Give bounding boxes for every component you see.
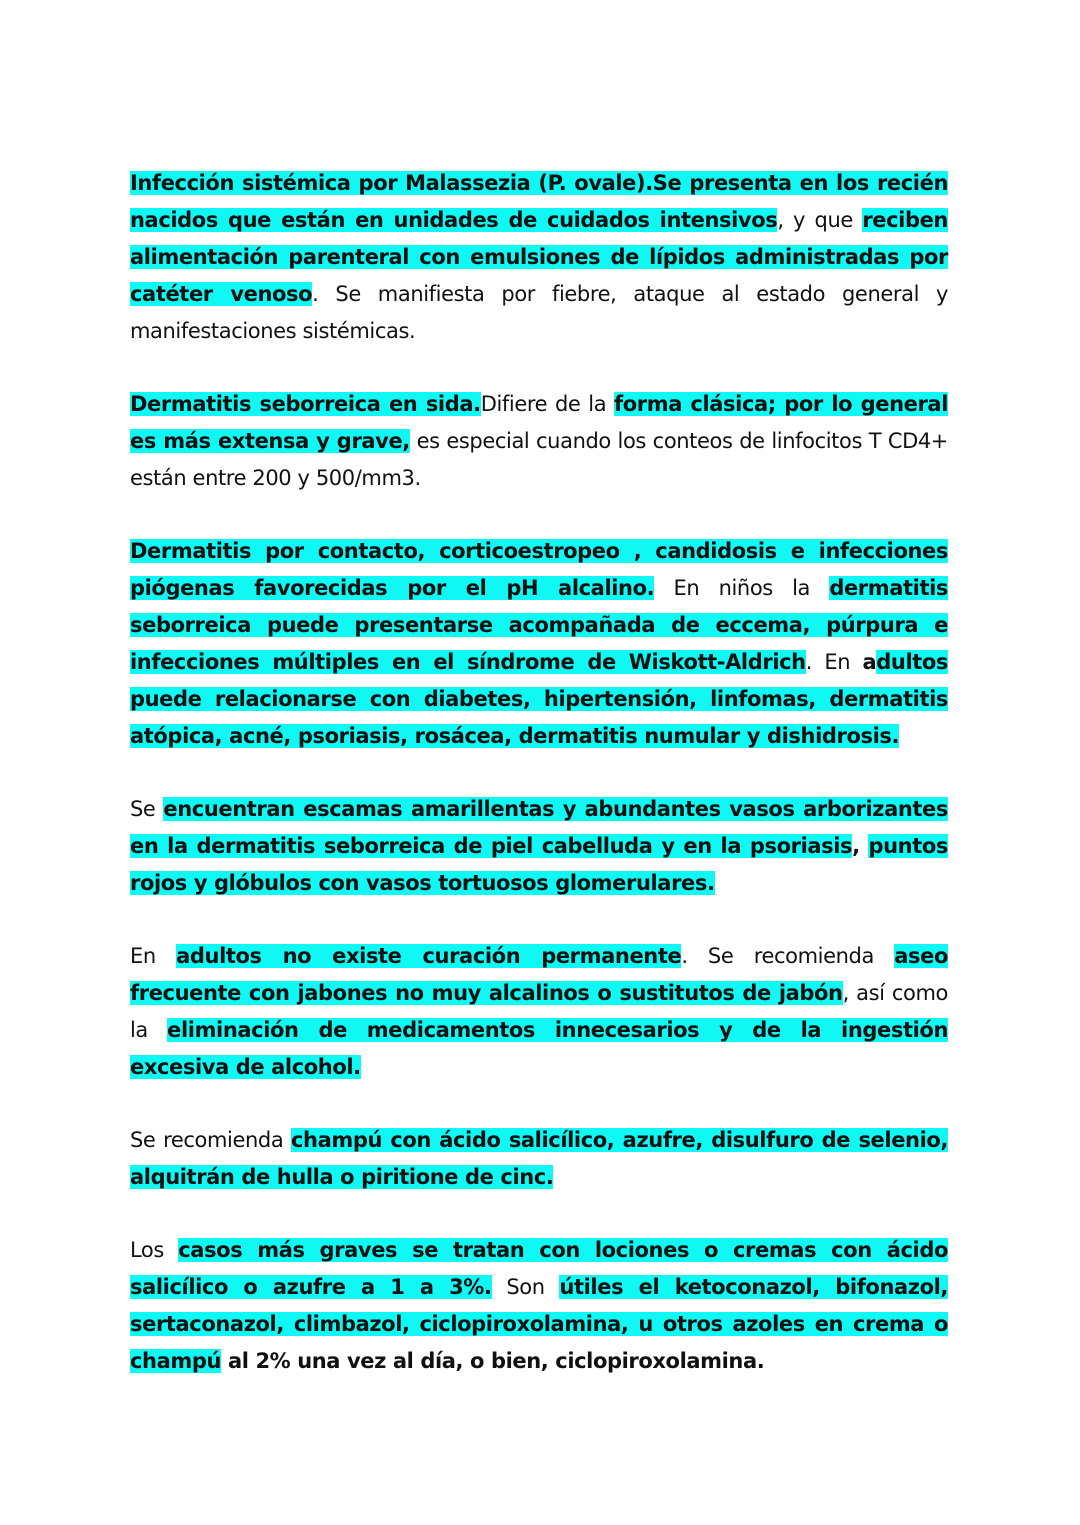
highlighted-text: aseo frecuente con jabones no muy alcalinos o sustitutos de jabón <box>130 944 949 1005</box>
highlighted-text: puntos rojos y glóbulos con vasos tortuosos glomerulares. <box>130 834 948 895</box>
body-text: Difiere de la <box>480 392 614 416</box>
paragraph-malassezia-infection <box>130 165 948 350</box>
bold-text: al 2% una vez al día, o bien, ciclopiroxolamina. <box>221 1349 765 1373</box>
bold-text: a <box>862 650 877 674</box>
body-text: En <box>130 944 177 968</box>
body-text: , así como la <box>130 981 948 1042</box>
highlighted-text: útiles el ketoconazol, bifonazol, sertaconazol, climbazol, ciclopiroxolamina, u otros azoles en crema o champú <box>130 1275 949 1373</box>
body-text: En niños la <box>654 576 830 600</box>
highlighted-text: eliminación de medicamentos innecesarios y de la ingestión excesiva de alcohol. <box>130 1018 948 1079</box>
highlighted-text: adultos no existe curación permanente <box>176 944 682 968</box>
document-page <box>130 165 948 1416</box>
highlighted-text: Infección sistémica por Malassezia (P. ovale).Se presenta en los recién nacidos que están en unidades de cuidados intensivos <box>130 171 948 232</box>
highlighted-text: champú con ácido salicílico, azufre, disulfuro de selenio, alquitrán de hulla o piritione de cinc. <box>130 1128 948 1189</box>
paragraph-complications <box>130 533 948 755</box>
body-text: Los <box>130 1238 179 1262</box>
paragraph-shampoo <box>130 1122 948 1196</box>
paragraph-severe-cases <box>130 1232 948 1380</box>
highlighted-text: Dermatitis por contacto, corticoestropeo , candidosis e infecciones piógenas favorecidas por el pH alcalino. <box>130 539 948 600</box>
highlighted-text: reciben alimentación parenteral con emulsiones de lípidos administradas por catéter venoso <box>130 208 948 306</box>
body-text: Se recomienda <box>130 1128 291 1152</box>
body-text: . En <box>805 650 863 674</box>
body-text: es especial cuando los conteos de linfocitos T CD4+ están entre 200 y 500/mm3. <box>130 429 949 490</box>
highlighted-text: dermatitis seborreica puede presentarse acompañada de eccema, púrpura e infecciones múltiples en el síndrome de Wiskott-Aldrich <box>130 576 948 674</box>
body-text: Se <box>130 797 164 821</box>
body-text: . Se recomienda <box>681 944 895 968</box>
paragraph-dermoscopy <box>130 791 948 902</box>
highlighted-text: casos más graves se tratan con lociones o cremas con ácido salicílico o azufre a 1 a 3%. <box>130 1238 948 1299</box>
paragraph-treatment-adults <box>130 938 948 1086</box>
paragraph-dermatitis-sida <box>130 386 948 497</box>
highlighted-text: dultos puede relacionarse con diabetes, hipertensión, linfomas, dermatitis atópica, acné, psoriasis, rosácea, dermatitis numular y dishidrosis. <box>130 650 949 748</box>
body-text: , y que <box>777 208 863 232</box>
highlighted-text: forma clásica; por lo general es más extensa y grave, <box>130 392 948 453</box>
bold-text: , <box>852 834 869 858</box>
body-text: Son <box>491 1275 560 1299</box>
highlighted-text: Dermatitis seborreica en sida. <box>130 392 481 416</box>
highlighted-text: encuentran escamas amarillentas y abundantes vasos arborizantes en la dermatitis seborreica de piel cabelluda y en la psoriasis <box>130 797 948 858</box>
body-text: . Se manifiesta por fiebre, ataque al estado general y manifestaciones sistémicas. <box>130 282 948 343</box>
